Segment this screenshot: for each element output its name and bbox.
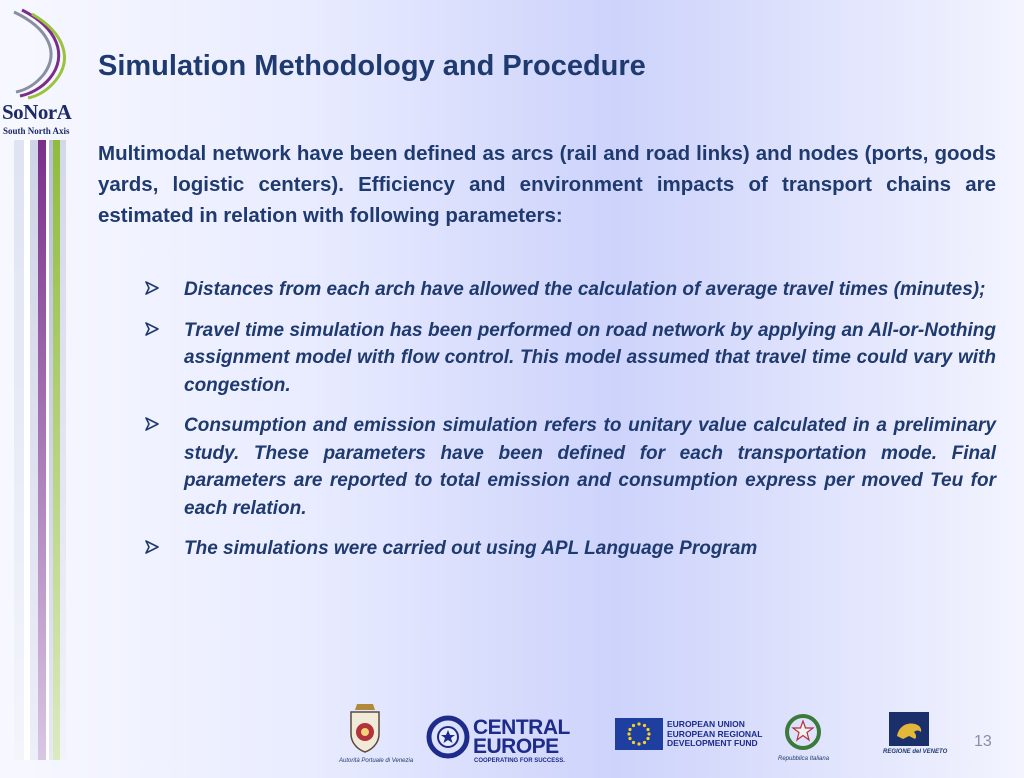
bullet-item [140, 276, 996, 304]
veneto-caption: REGIONE del VENETO [883, 749, 948, 755]
italian-emblem-icon [783, 712, 823, 754]
crest-icon [335, 700, 395, 756]
port-authority-logo [335, 700, 414, 768]
eu-line2: EUROPEAN REGIONAL [667, 728, 763, 739]
slide-title: Simulation Methodology and Procedure [98, 50, 646, 82]
intro-paragraph: Multimodal network have been defined as arcs (rail and road links) and nodes (ports, goods yards, logistic centers). Efficiency and environment impacts of transport chains are estimated in relation with following parameters: [98, 142, 996, 227]
lion-icon [889, 712, 929, 746]
bullet-item [140, 317, 996, 400]
swoosh-icon [8, 8, 80, 100]
bullet-item [140, 412, 996, 522]
decorative-stripes [14, 140, 74, 760]
arrow-bullet-icon [140, 317, 184, 341]
veneto-logo [883, 712, 948, 770]
ce-tagline: COOPERATING FOR SUCCESS. [474, 758, 565, 764]
bullet-text: The simulations were carried out using APL Language Program [184, 538, 758, 559]
bullet-text: Travel time simulation has been performed on road network by applying an All-or-Nothing assignment model with flow control. This model assumed that travel time could vary with congestion. [184, 319, 996, 396]
ce-line1: CENTRAL [473, 716, 570, 739]
italy-logo [778, 712, 828, 770]
bullet-item [140, 535, 996, 563]
eu-flag-icon [615, 718, 663, 750]
page-number: 13 [974, 733, 992, 750]
logo-subtitle: South North Axis [3, 126, 70, 136]
bullet-text: Distances from each arch have allowed the calculation of average travel times (minutes); [184, 279, 986, 300]
eu-text [667, 720, 762, 749]
italy-caption: Repubblica Italiana [778, 756, 830, 762]
bullet-list [140, 276, 996, 576]
eu-line3: DEVELOPMENT FUND [667, 738, 758, 748]
stars-globe-icon [425, 714, 471, 760]
central-europe-logo [425, 708, 570, 768]
sonora-logo [2, 8, 82, 136]
logo-title: SoNorA [2, 100, 72, 124]
arrow-bullet-icon [140, 276, 184, 300]
eu-logo [615, 718, 763, 754]
eu-line1: EUROPEAN UNION [667, 719, 745, 729]
central-europe-text [473, 718, 570, 756]
partner-logos [330, 700, 950, 770]
arrow-bullet-icon [140, 535, 184, 559]
arrow-bullet-icon [140, 412, 184, 436]
bullet-text: Consumption and emission simulation refers to unitary value calculated in a preliminary study. These parameters have been defined for each transportation mode. Final parameters are reported to total emission and consumption express per moved Teu for each relation. [184, 415, 996, 519]
ce-line2: EUROPE [473, 735, 559, 758]
port-caption: Autorità Portuale di Venezia [339, 758, 414, 764]
